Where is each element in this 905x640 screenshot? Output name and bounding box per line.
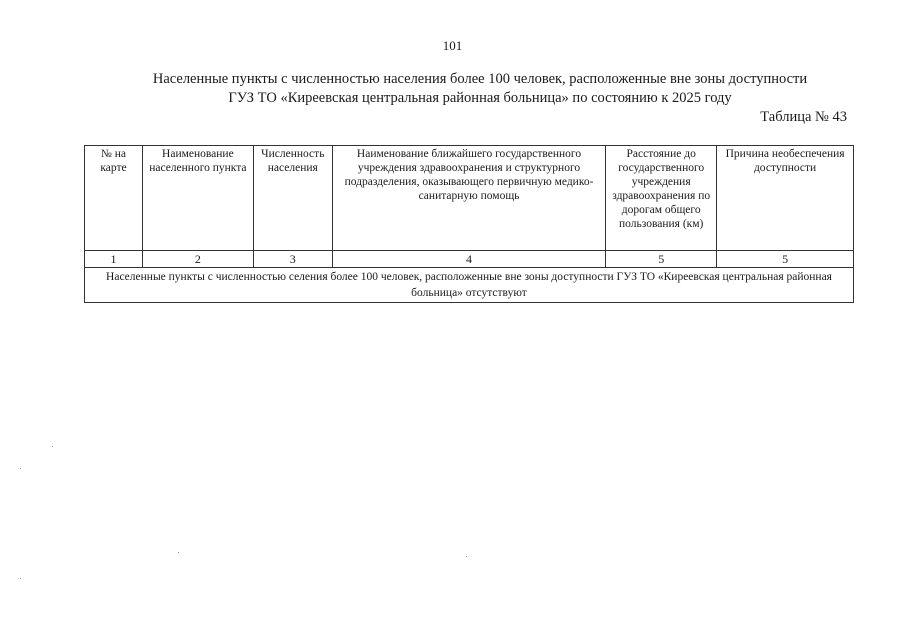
- title-line-2: ГУЗ ТО «Киреевская центральная районная больница» по состоянию к 2025 году: [228, 90, 732, 106]
- scan-speck: [20, 468, 21, 469]
- page-number: 101: [442, 38, 463, 53]
- scan-speck: [466, 556, 467, 557]
- header-population: Численность населения: [253, 146, 332, 251]
- header-distance: Расстояние до государственного учреждения здравоохранения по дорогам общего пользования (км): [606, 146, 717, 251]
- title-line-1: Населенные пункты с численностью населения более 100 человек, расположенные вне зоны доступности: [152, 71, 808, 87]
- column-number-cell: 1: [85, 251, 143, 268]
- header-reason: Причина необеспечения доступности: [717, 146, 854, 251]
- table-number: Таблица № 43: [760, 109, 847, 125]
- column-number-cell: 3: [253, 251, 332, 268]
- column-number-row: [85, 251, 854, 268]
- scan-speck: [20, 578, 21, 579]
- column-number-cell: 5: [606, 251, 717, 268]
- absence-note: Населенные пункты с численностью селения более 100 человек, расположенные вне зоны доступности ГУЗ ТО «Киреевская центральная районная больница» отсутствуют: [85, 268, 854, 303]
- column-number-cell: 5: [717, 251, 854, 268]
- header-map-number: № на карте: [85, 146, 143, 251]
- document-title: [60, 70, 900, 108]
- header-settlement-name: Наименование населенного пункта: [142, 146, 253, 251]
- column-number-cell: 2: [142, 251, 253, 268]
- column-number-cell: 4: [332, 251, 605, 268]
- header-row: [85, 146, 854, 251]
- note-row: [85, 268, 854, 303]
- scan-speck: [52, 446, 53, 447]
- header-nearest-facility: Наименование ближайшего государственного учреждения здравоохранения и структурного подразделения, оказывающего первичную медико-санитарную помощь: [332, 146, 605, 251]
- scan-speck: [178, 552, 179, 553]
- settlements-table: [84, 145, 854, 303]
